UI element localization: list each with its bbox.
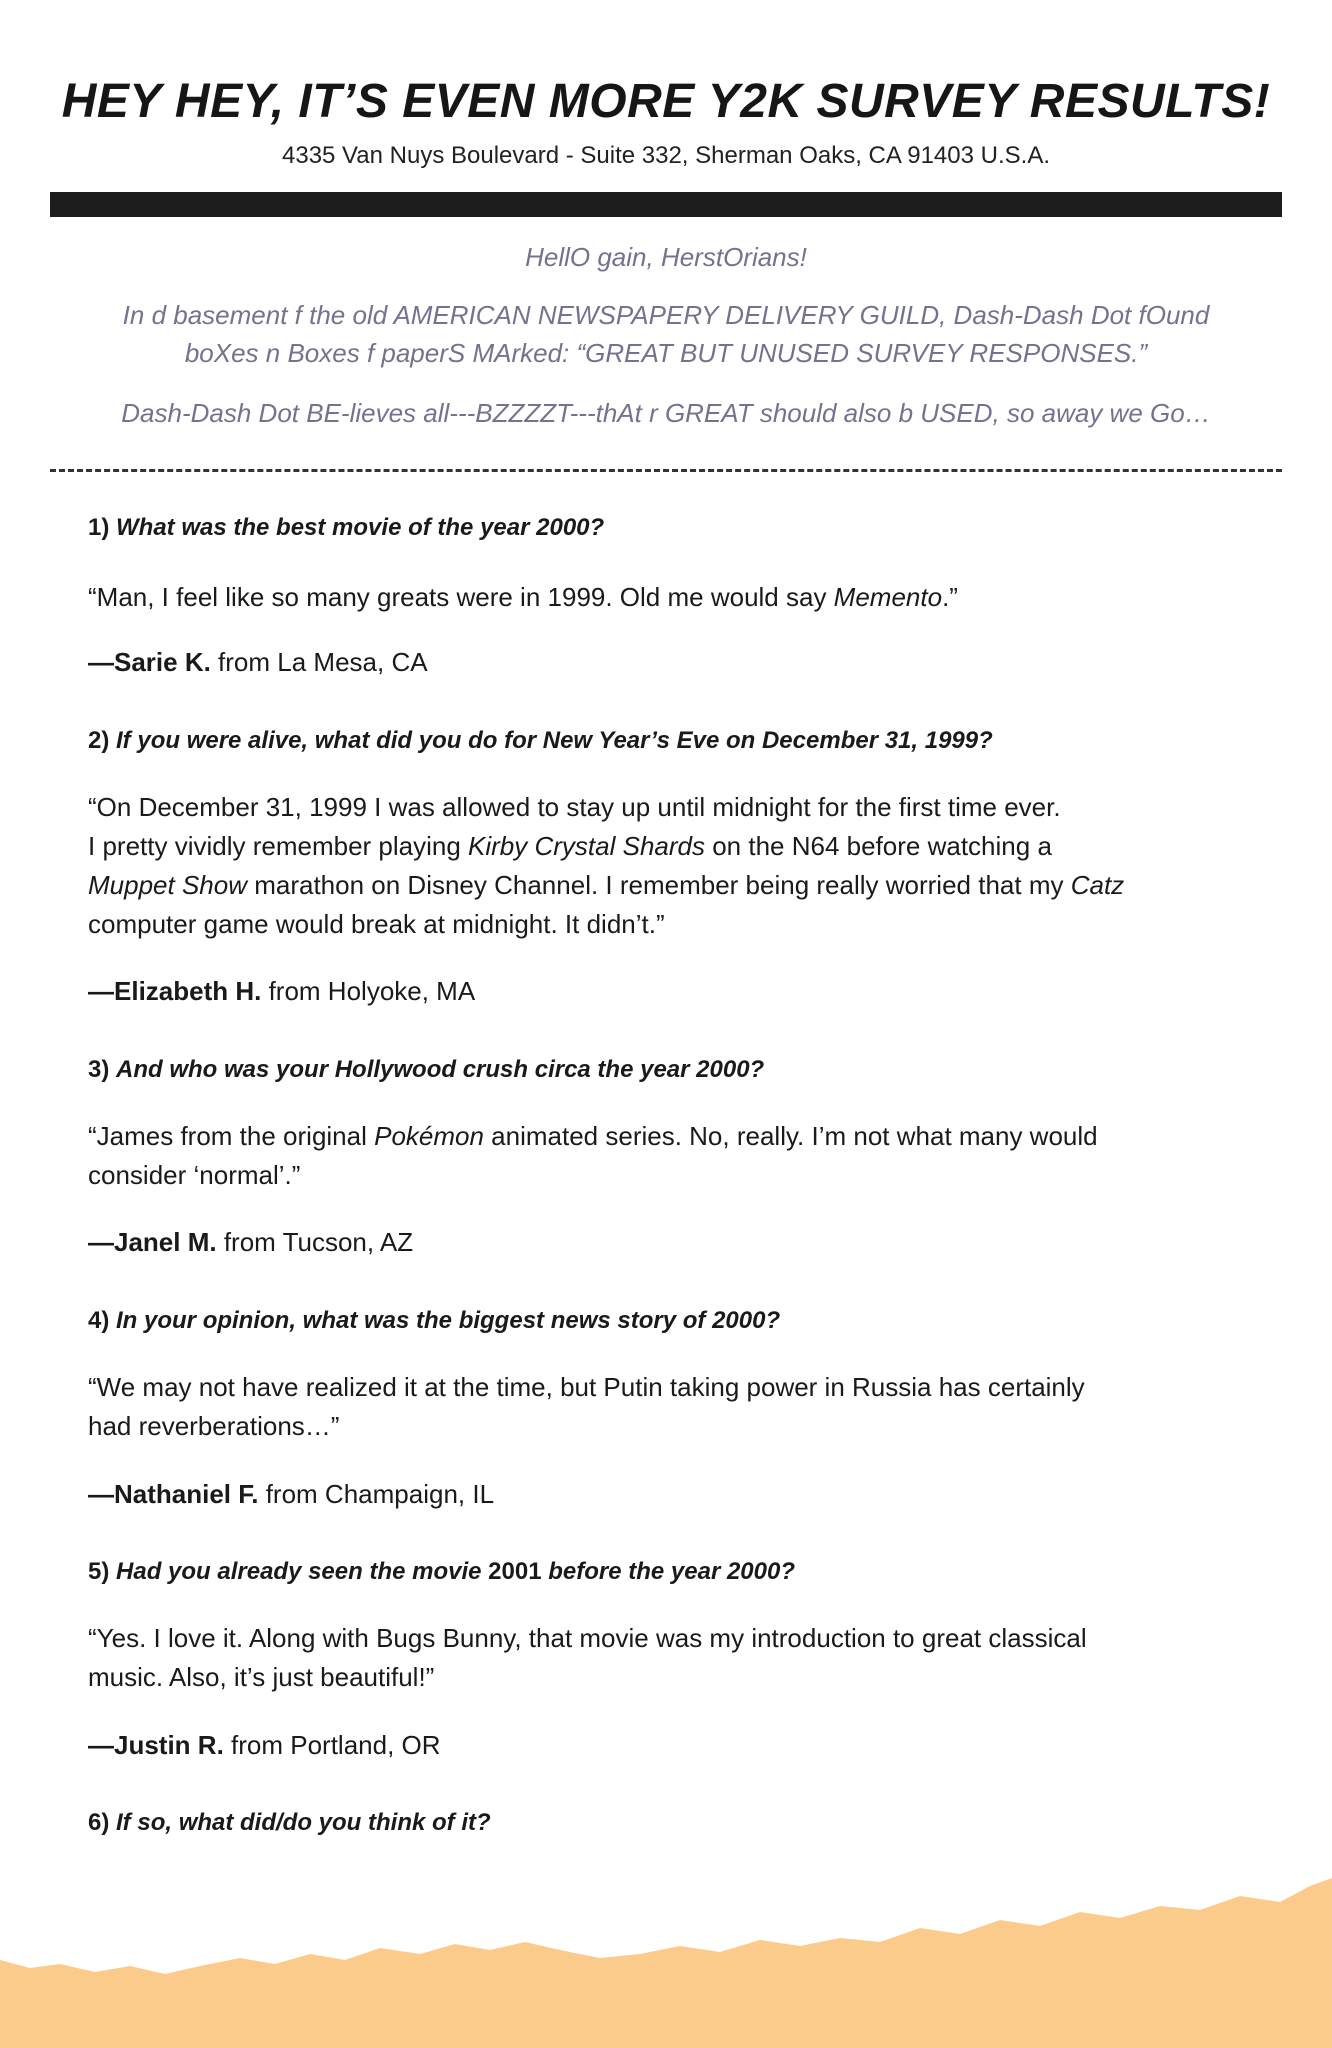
question-text: In your opinion, what was the biggest news story of 2000? (116, 1307, 781, 1334)
movie-title: 2001 (488, 1558, 542, 1585)
answer-text: .” (942, 582, 958, 612)
question-number: 4) (88, 1307, 110, 1334)
attribution-5 (88, 1730, 1248, 1761)
respondent-name: —Sarie K. (88, 647, 211, 677)
intro-greeting: HellO gain, HerstOrians! (525, 242, 807, 272)
question-text: before the year 2000? (541, 1558, 795, 1585)
answer-line (88, 1658, 1248, 1697)
attribution-3 (88, 1227, 1248, 1258)
question-number: 5) (88, 1558, 110, 1585)
respondent-name: —Janel M. (88, 1227, 217, 1257)
answer-line (88, 1619, 1248, 1658)
answer-text: I pretty vividly remember playing (88, 831, 469, 861)
respondent-location: from Champaign, IL (258, 1479, 495, 1509)
answer-text: “Man, I feel like so many greats were in 1999. Old me would say (88, 582, 834, 612)
answer-text: “Yes. I love it. Along with Bugs Bunny, that movie was my introduction to great classical (88, 1623, 1087, 1653)
attribution-4 (88, 1479, 1248, 1510)
question-text: What was the best movie of the year 2000? (116, 514, 605, 541)
question-number: 1) (88, 514, 110, 541)
answer-line (88, 1156, 1248, 1195)
attribution-2 (88, 976, 1248, 1007)
show-title: Pokémon (374, 1121, 484, 1151)
respondent-location: from Tucson, AZ (216, 1227, 414, 1257)
answer-line (88, 866, 1248, 905)
respondent-name: —Justin R. (88, 1730, 224, 1760)
answer-text: on the N64 before watching a (705, 831, 1052, 861)
respondent-name: —Nathaniel F. (88, 1479, 259, 1509)
intro-paragraph-line-2: boXes n Boxes f paperS MArked: “GREAT BUT UNUSED SURVEY RESPONSES.” (184, 338, 1148, 368)
address-line: 4335 Van Nuys Boulevard - Suite 332, Sherman Oaks, CA 91403 U.S.A. (282, 142, 1050, 169)
question-number: 2) (88, 727, 110, 754)
answer-text: animated series. No, really. I’m not what many would (483, 1121, 1098, 1151)
answer-text: computer game would break at midnight. It didn’t.” (88, 909, 665, 939)
answer-line (88, 827, 1248, 866)
answer-text: marathon on Disney Channel. I remember being really worried that my (246, 870, 1071, 900)
question-text: If you were alive, what did you do for New Year’s Eve on December 31, 1999? (116, 727, 993, 754)
torn-paper-footer (0, 1868, 1332, 2048)
answer-5 (88, 1619, 1248, 1697)
intro-paragraph (70, 296, 1262, 372)
answer-text: had reverberations…” (88, 1411, 340, 1441)
movie-title: Memento (833, 582, 943, 612)
answer-1 (88, 578, 1248, 617)
question-2 (88, 727, 1248, 755)
intro-closing: Dash-Dash Dot BE-lieves all---BZZZZT---thAt r GREAT should also b USED, so away we Go… (121, 398, 1211, 428)
game-title: Kirby Crystal Shards (468, 831, 705, 861)
answer-line (88, 1407, 1248, 1446)
respondent-location: from Holyoke, MA (261, 976, 476, 1006)
question-number: 3) (88, 1056, 110, 1083)
answer-text: “We may not have realized it at the time, but Putin taking power in Russia has certainly (88, 1372, 1085, 1402)
question-6 (88, 1809, 1248, 1837)
question-text: If so, what did/do you think of it? (116, 1809, 491, 1836)
question-1 (88, 514, 1248, 542)
respondent-name: —Elizabeth H. (88, 976, 262, 1006)
answer-line (88, 905, 1248, 944)
question-text: Had you already seen the movie (116, 1558, 489, 1585)
answer-text: “On December 31, 1999 I was allowed to stay up until midnight for the first time ever. (88, 792, 1061, 822)
answer-line (88, 1368, 1248, 1407)
question-3 (88, 1056, 1248, 1084)
intro-paragraph-line-1: In d basement f the old AMERICAN NEWSPAPERY DELIVERY GUILD, Dash-Dash Dot fOund (122, 300, 1210, 330)
answer-line (88, 788, 1248, 827)
answer-text: music. Also, it’s just beautiful!” (88, 1662, 435, 1692)
attribution-1 (88, 647, 1248, 678)
game-title: Catz (1070, 870, 1125, 900)
page-title: HEY HEY, IT’S EVEN MORE Y2K SURVEY RESULTS! (61, 75, 1271, 128)
answer-line (88, 1117, 1248, 1156)
question-5 (88, 1558, 1248, 1586)
answer-4 (88, 1368, 1248, 1446)
answer-text: “James from the original (88, 1121, 375, 1151)
question-number: 6) (88, 1809, 110, 1836)
answer-text: consider ‘normal’.” (88, 1160, 301, 1190)
show-title: Muppet Show (88, 870, 247, 900)
torn-paper-shape (0, 1878, 1332, 2048)
respondent-location: from La Mesa, CA (210, 647, 428, 677)
answer-3 (88, 1117, 1248, 1195)
dashed-divider (50, 469, 1282, 472)
question-text: And who was your Hollywood crush circa the year 2000? (116, 1056, 765, 1083)
respondent-location: from Portland, OR (223, 1730, 441, 1760)
question-4 (88, 1307, 1248, 1335)
answer-2 (88, 788, 1248, 944)
header-divider-bar (50, 192, 1282, 217)
